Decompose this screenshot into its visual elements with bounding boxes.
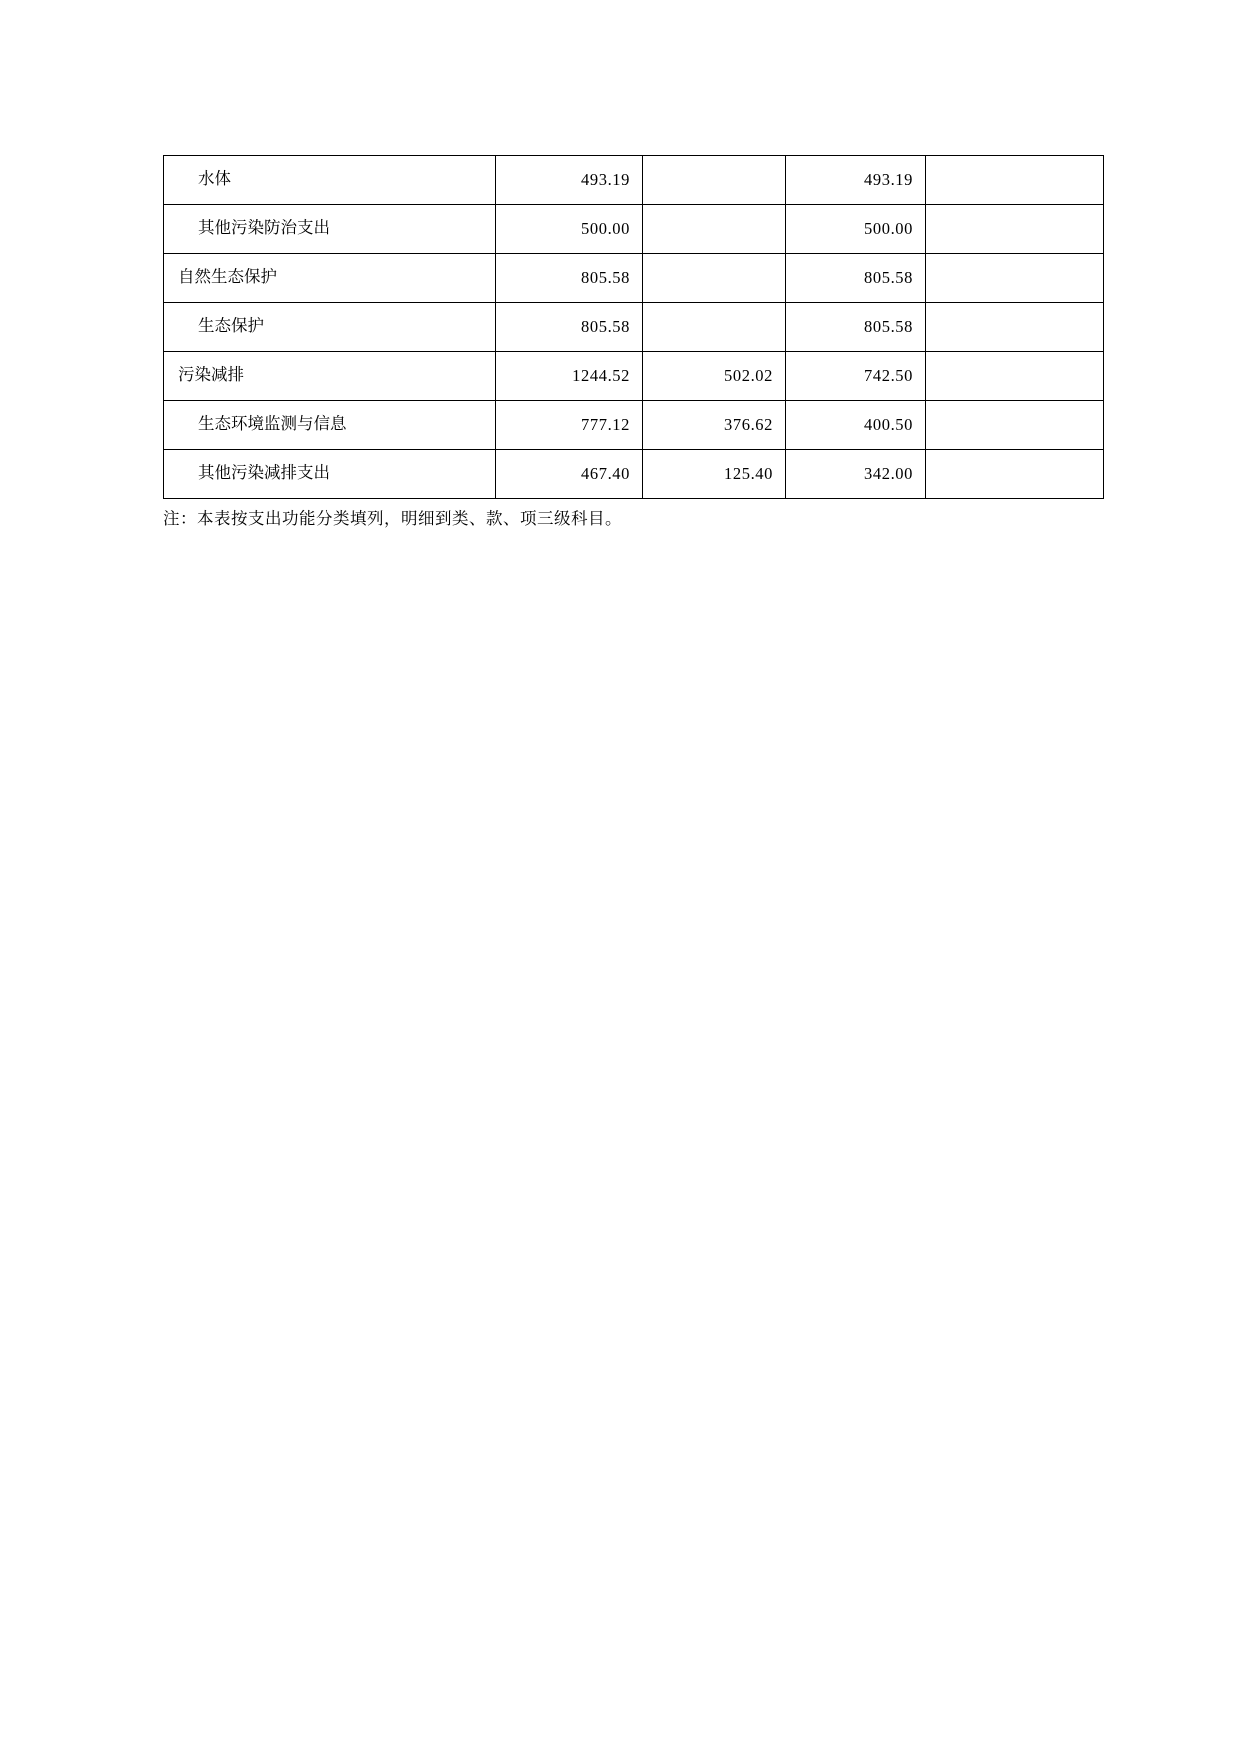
row-subject-name: 生态环境监测与信息 <box>164 401 496 450</box>
row-subject-name: 生态保护 <box>164 303 496 352</box>
row-subject-name: 其他污染防治支出 <box>164 205 496 254</box>
budget-table-container <box>163 155 956 499</box>
row-total-amount: 805.58 <box>496 303 643 352</box>
row-subject-name: 污染减排 <box>164 352 496 401</box>
table-footnote: 注：本表按支出功能分类填列，明细到类、款、项三级科目。 <box>163 510 622 528</box>
budget-table <box>163 155 1104 499</box>
row-subject-name: 自然生态保护 <box>164 254 496 303</box>
row-other-amount <box>926 254 1104 303</box>
row-total-amount: 467.40 <box>496 450 643 499</box>
row-basic-amount: 125.40 <box>643 450 786 499</box>
table-row <box>164 156 1104 205</box>
row-other-amount <box>926 401 1104 450</box>
row-other-amount <box>926 156 1104 205</box>
row-project-amount: 493.19 <box>786 156 926 205</box>
table-row <box>164 401 1104 450</box>
table-row <box>164 352 1104 401</box>
row-basic-amount <box>643 205 786 254</box>
row-basic-amount: 502.02 <box>643 352 786 401</box>
row-project-amount: 805.58 <box>786 254 926 303</box>
row-total-amount: 777.12 <box>496 401 643 450</box>
row-basic-amount: 376.62 <box>643 401 786 450</box>
row-subject-name: 水体 <box>164 156 496 205</box>
row-total-amount: 805.58 <box>496 254 643 303</box>
row-subject-name: 其他污染减排支出 <box>164 450 496 499</box>
row-project-amount: 500.00 <box>786 205 926 254</box>
row-other-amount <box>926 303 1104 352</box>
row-other-amount <box>926 450 1104 499</box>
table-row <box>164 205 1104 254</box>
row-project-amount: 400.50 <box>786 401 926 450</box>
row-total-amount: 500.00 <box>496 205 643 254</box>
row-total-amount: 1244.52 <box>496 352 643 401</box>
row-other-amount <box>926 352 1104 401</box>
row-other-amount <box>926 205 1104 254</box>
row-project-amount: 342.00 <box>786 450 926 499</box>
row-project-amount: 805.58 <box>786 303 926 352</box>
row-total-amount: 493.19 <box>496 156 643 205</box>
budget-table-body <box>164 156 1104 499</box>
row-basic-amount <box>643 303 786 352</box>
table-row <box>164 303 1104 352</box>
row-project-amount: 742.50 <box>786 352 926 401</box>
table-row <box>164 450 1104 499</box>
table-row <box>164 254 1104 303</box>
row-basic-amount <box>643 254 786 303</box>
row-basic-amount <box>643 156 786 205</box>
